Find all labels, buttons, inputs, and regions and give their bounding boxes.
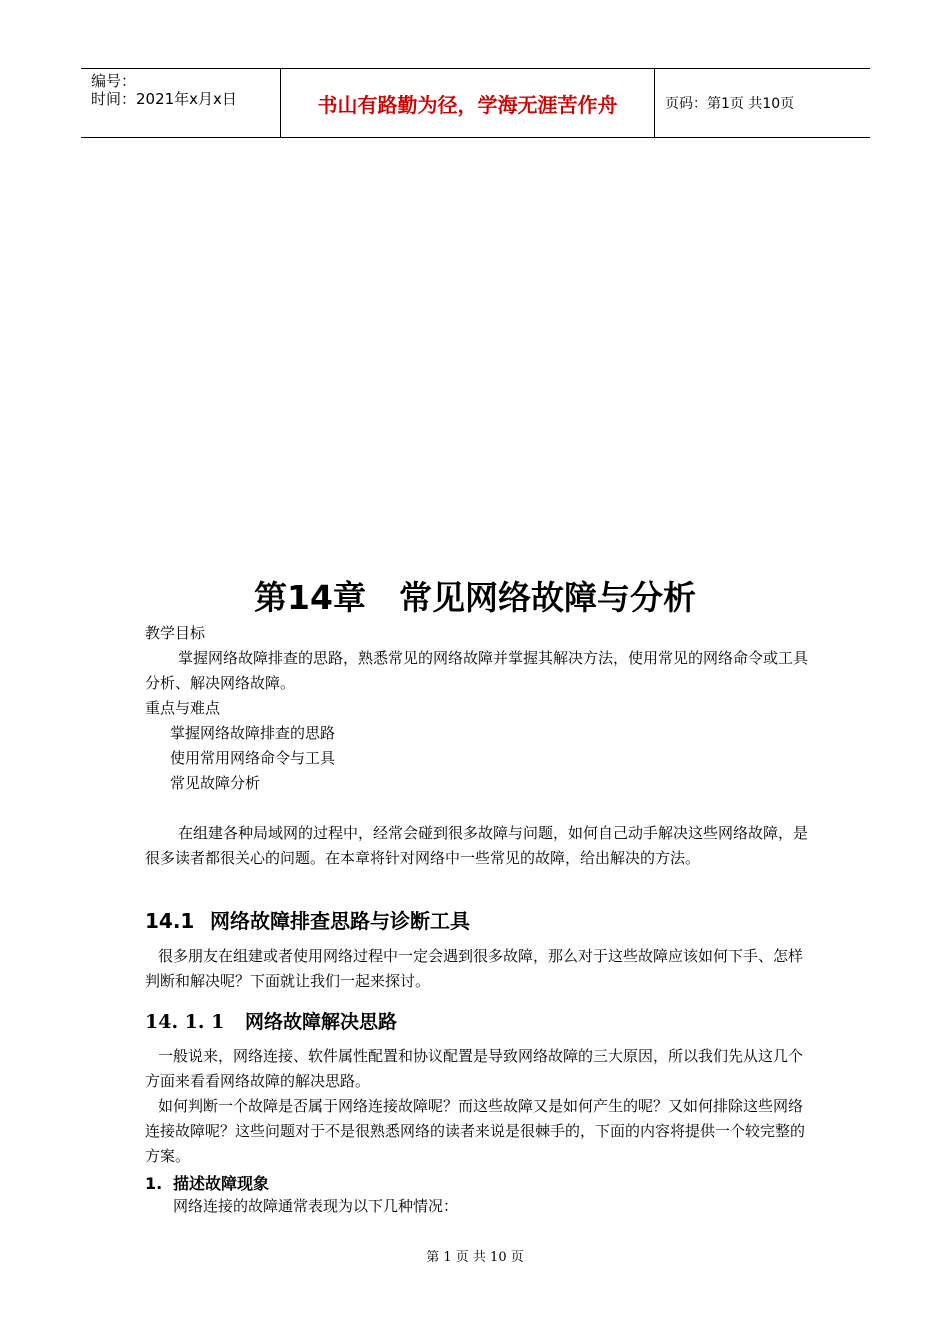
- time-label: 时间：2021年x月x日: [91, 90, 237, 108]
- page-footer: 第 1 页 共 10 页: [426, 1250, 524, 1265]
- key-points-heading: 重点与难点: [145, 699, 221, 717]
- intro-paragraph: 在组建各种局域网的过程中，经常会碰到很多故障与问题，如何自己动手解决这些网络故障，是很多读者都很关心的问题。在本章将针对网络中一些常见的故障，给出解决的方法。: [145, 824, 809, 867]
- section-heading-14-1: [145, 905, 470, 934]
- chapter-title: 第14章 常见网络故障与分析: [254, 578, 696, 617]
- section-title: 网络故障解决思路: [245, 1011, 398, 1033]
- teaching-goal-heading: 教学目标: [145, 624, 206, 642]
- section-number: 14. 1. 1: [145, 1011, 225, 1033]
- subsection-title: 描述故障现象: [173, 1174, 270, 1193]
- subsection-heading-1: [145, 1171, 269, 1194]
- key-point-item: 掌握网络故障排查的思路: [170, 724, 336, 742]
- section-title: 网络故障排查思路与诊断工具: [210, 909, 470, 933]
- section-14-1-body: 很多朋友在组建或者使用网络过程中一定会遇到很多故障，那么对于这些故障应该如何下手、怎样判断和解决呢？下面就让我们一起来探讨。: [145, 947, 804, 990]
- subsection-1-body: 网络连接的故障通常表现为以下几种情况：: [173, 1197, 459, 1215]
- section-number: 14.1: [145, 909, 195, 933]
- key-point-item: 常见故障分析: [170, 774, 261, 792]
- header-motto: 书山有路勤为径，学海无涯苦作舟: [281, 69, 655, 137]
- header-left-cell: [81, 69, 281, 137]
- key-point-item: 使用常用网络命令与工具: [170, 749, 336, 767]
- section-14-1-1-para2: 如何判断一个故障是否属于网络连接故障呢？而这些故障又是如何产生的呢？又如何排除这些网络连接故障呢？这些问题对于不是很熟悉网络的读者来说是很棘手的，下面的内容将提供一个较完整的方案。: [145, 1097, 806, 1165]
- section-14-1-1-para1: 一般说来，网络连接、软件属性配置和协议配置是导致网络故障的三大原因，所以我们先从这几个方面来看看网络故障的解决思路。: [145, 1047, 804, 1090]
- header-table: [81, 68, 870, 138]
- subsection-number: 1.: [145, 1174, 163, 1193]
- header-page-info: 页码：第1页 共10页: [665, 96, 795, 112]
- number-label: 编号：: [91, 72, 137, 90]
- teaching-goal-body: 掌握网络故障排查的思路，熟悉常见的网络故障并掌握其解决方法，使用常见的网络命令或工具分析、解决网络故障。: [145, 649, 809, 692]
- section-heading-14-1-1: [145, 1007, 397, 1034]
